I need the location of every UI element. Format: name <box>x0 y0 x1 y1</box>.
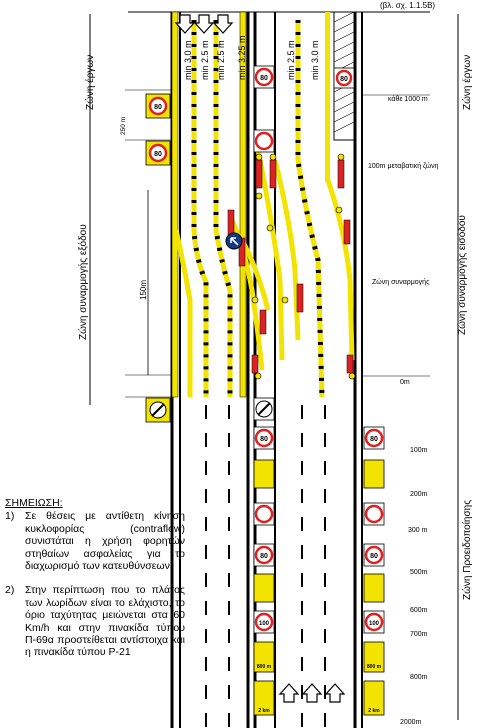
speed-sign-median-2-value: 80 <box>260 436 268 443</box>
direction-arrows-down <box>176 15 232 33</box>
plate-right-2km: 2 km <box>368 708 380 714</box>
width-label-right-1: min 2.5 m <box>286 40 296 80</box>
speed-sign-right-1-value: 80 <box>370 436 378 443</box>
distance-100m: 100m <box>410 447 428 454</box>
distance-600m: 600m <box>410 607 428 614</box>
zone-labels-left <box>77 14 148 405</box>
distance-2000m: 2000m <box>400 719 422 726</box>
zone-label-works-left: Ζώνη έργων <box>85 54 96 110</box>
distance-0m: 0m <box>400 379 410 386</box>
plate-right-800: 800 m <box>366 664 382 670</box>
speed-sign-right-3-value: 100 <box>368 621 380 627</box>
note-item-1 <box>5 510 185 572</box>
note-title: ΣΗΜΕΙΩΣΗ: <box>5 497 63 509</box>
distance-label-150-left: 150m <box>139 279 148 300</box>
zone-label-works-right: Ζώνη έργων <box>462 54 473 110</box>
reference-label: (βλ. σχ. 1.1.5Β) <box>380 1 436 10</box>
width-label-left-3: min 2.5 m <box>216 40 226 80</box>
speed-sign-median-4-value: 100 <box>258 621 270 627</box>
merge-note: Ζώνη συναρμογής <box>372 279 430 286</box>
speed-signs-left <box>146 94 170 422</box>
plate-median-800: 800 m <box>256 664 272 670</box>
distance-labels-left <box>120 90 172 397</box>
note-item-2 <box>5 584 185 658</box>
distance-left-250: 250 m <box>120 116 127 135</box>
note-item-2-number: 2) <box>5 584 15 597</box>
note-item-1-text: Σε θέσεις με αντίθετη κίνηση κυκλοφορίας (contraflow) συνιστάται η χρήση φορητών στηθαίων ασφαλείας για το διαχωρισμό των κατευθύνσεων. <box>25 510 185 573</box>
speed-sign-right-top-value: 80 <box>340 76 348 83</box>
distance-700m: 700m <box>410 631 428 638</box>
speed-sign-median-3-value: 80 <box>260 553 268 560</box>
note-block <box>5 497 185 659</box>
lane-dashes <box>206 405 325 728</box>
speed-sign-median-1-value: 80 <box>260 75 268 82</box>
zone-label-exit-merge: Ζώνη συναρμογής εξόδου <box>78 224 89 340</box>
distance-200m: 200m <box>410 491 428 498</box>
distance-300m: 300 m <box>408 527 428 534</box>
distance-500m: 500m <box>410 569 428 576</box>
direction-arrows-up <box>280 684 344 702</box>
plate-median-2km: 2 km <box>258 708 270 714</box>
zone-label-warning: Ζώνη Προειδοποίησης <box>462 499 473 600</box>
distance-every-1000: κάθε 1000 m <box>388 96 428 103</box>
note-item-1-number: 1) <box>5 510 15 523</box>
speed-sign-left-2-value: 80 <box>154 151 162 158</box>
distance-800m: 800m <box>410 674 428 681</box>
width-label-right-2: min 3.0 m <box>310 40 320 80</box>
width-label-left-2: min 2.5 m <box>200 40 210 80</box>
zone-label-entry-merge: Ζώνη συναρμογής εισόδου <box>457 215 468 335</box>
transition-note: 100m μεταβατική ζώνη <box>368 163 439 170</box>
keep-left-sign <box>226 233 242 249</box>
width-label-left-4: min 3.25 m <box>237 35 247 80</box>
speed-sign-right-2-value: 80 <box>370 553 378 560</box>
note-item-2-text: Στην περίπτωση που το πλάτος των λωρίδων είναι το ελάχιστο, το όριο ταχύτητας μειώνεται στα 60 Km/h και στην πινακίδα τύπου Π-69α προστείθεται αντίστοιχα και η πινακίδα τύπου Ρ-21 <box>25 584 185 659</box>
width-label-left-1: min 3.0 m <box>183 40 193 80</box>
speed-sign-left-1-value: 80 <box>154 104 162 111</box>
